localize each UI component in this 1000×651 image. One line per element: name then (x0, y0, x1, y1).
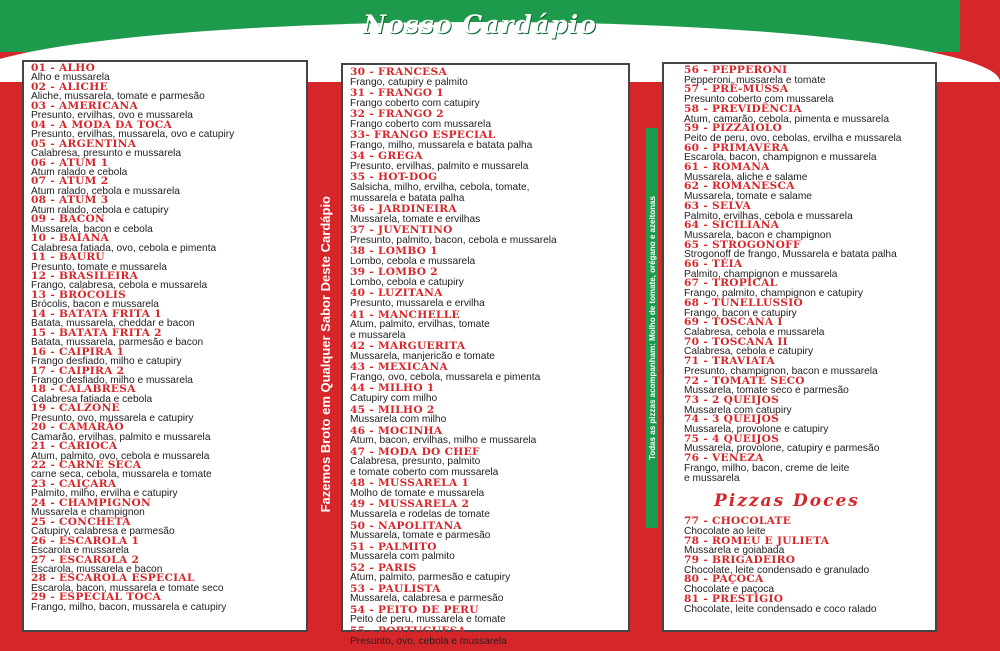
menu-item-name: 48 - MUSSARELA 1 (350, 477, 470, 490)
menu-item-name: 11 - BAURU (31, 251, 105, 264)
menu-item-name: 64 - SICILIANA (684, 219, 780, 232)
menu-item (350, 151, 622, 172)
menu-item (684, 517, 929, 536)
menu-item (31, 345, 300, 368)
menu-item (684, 592, 929, 615)
menu-item-name: 15 - BATATA FRITA 2 (31, 326, 162, 339)
menu-item-description: Strogonoff de frango, Mussarela e batata palha (684, 249, 897, 261)
menu-item-name: 49 - MUSSARELA 2 (350, 498, 470, 511)
menu-item-name: 40 - LUZITANA (350, 287, 443, 300)
menu-item-name: 74 - 3 QUEIJOS (684, 413, 780, 426)
menu-item-name: 57 - PRÉ-MUSSA (684, 83, 789, 96)
menu-item (350, 109, 622, 130)
menu-item-description: Mussarela, provolone e catupiry (684, 424, 829, 436)
menu-item-name: 17 - CAIPIRA 2 (31, 364, 125, 377)
menu-item-name: 32 - FRANGO 2 (350, 108, 444, 121)
broto-note-text: Fazemos Broto em Qualquer Sabor Deste Cardápio (317, 195, 333, 513)
menu-item (684, 575, 929, 594)
menu-item-name: 30 - FRANCESA (350, 66, 448, 78)
menu-item-name: 20 - CAMARÃO (31, 421, 124, 434)
menu-item-name: 52 - PARIS (350, 561, 417, 574)
menu-item-description: Aliche, mussarela, tomate e parmesão (31, 91, 205, 103)
menu-item-name: 12 - BRASILEIRA (31, 269, 139, 282)
menu-item-name: 41 - MANCHELLE (350, 308, 460, 321)
menu-item-name: 05 - ARGENTINA (31, 137, 137, 150)
menu-item-description: Frango, milho, mussarela e batata palha (350, 139, 533, 151)
menu-item-description: Lombo, cebola e catupiry (350, 276, 464, 288)
menu-item-description: Frango coberto com mussarela (350, 118, 491, 130)
menu-item (31, 80, 300, 103)
menu-item (350, 447, 622, 479)
menu-item (31, 99, 300, 122)
menu-item-description: Frango desfiado, milho e mussarela (31, 374, 193, 386)
menu-item-name: 46 - MOCINHA (350, 424, 443, 437)
menu-item (350, 405, 622, 426)
menu-item (684, 374, 929, 397)
sweet-pizzas-heading: Pizzas Doces (714, 491, 860, 512)
menu-item-name: 58 - PREVIDÊNCIA (684, 102, 802, 115)
menu-item-description: carne seca, cebola, mussarela e tomate (31, 469, 212, 481)
menu-item (350, 383, 622, 404)
menu-item-description: Mussarela, bacon e cebola (31, 223, 153, 235)
menu-item-name: 25 - CONCHETA (31, 515, 131, 528)
menu-item-name: 24 - CHAMPIGNON (31, 496, 151, 509)
menu-item-name: 09 - BACON (31, 213, 106, 226)
menu-item (684, 454, 929, 483)
menu-item-name: 01 - ALHO (31, 62, 96, 74)
menu-item-description: Chocolate, leite condensado e coco ralado (684, 603, 877, 615)
menu-item-description: Presunto, ovo, mussarela e catupiry (31, 412, 194, 424)
menu-item-description: Catupiry, calabresa e parmesão (31, 526, 175, 538)
menu-item-description: Mussarela, tomate e salame (684, 191, 812, 203)
menu-item-description: Mussarela com catupiry (684, 404, 792, 416)
menu-item-description: Palmito, champignon e mussarela (684, 268, 838, 280)
menu-item-description: Catupiry com milho (350, 392, 438, 404)
menu-item (684, 124, 929, 143)
menu-item-description: Presunto, tomate e mussarela (31, 261, 167, 273)
menu-item (350, 626, 622, 647)
menu-item-name: 42 - MARGUERITA (350, 340, 466, 353)
menu-item-description: Mussarela e champignon (31, 507, 145, 519)
menu-item-name: 44 - MILHO 1 (350, 382, 435, 395)
menu-item-description: Atum ralado, cebola e mussarela (31, 185, 180, 197)
menu-item-name: 77 - CHOCOLATE (684, 515, 792, 528)
menu-item-name: 55 - PORTUGUESA (350, 624, 467, 637)
menu-item (31, 593, 300, 612)
menu-item-description: Mussarela e rodelas de tomate (350, 508, 490, 520)
menu-item-description: Chocolate e paçoca (684, 584, 775, 596)
menu-item-description: Mussarela com palmito (350, 551, 455, 563)
menu-item-description: Chocolate, leite condensado e granulado (684, 564, 870, 576)
menu-item-name: 56 - PEPPERONI (684, 64, 788, 76)
menu-item (684, 279, 929, 298)
menu-item-name: 61 - ROMANA (684, 161, 770, 174)
menu-item-name: 21 - CARIOCA (31, 440, 118, 453)
page-title: Nosso Cardápio (363, 10, 597, 39)
menu-item-name: 45 - MILHO 2 (350, 403, 435, 416)
menu-item (684, 221, 929, 240)
menu-item (350, 426, 622, 447)
menu-item (350, 478, 622, 499)
menu-item-name: 47 - MODA DO CHEF (350, 445, 480, 458)
menu-item-description: Presunto, mussarela e ervilha (350, 298, 485, 310)
menu-item-name: 28 - ESCAROLA ESPECIAL (31, 572, 195, 585)
menu-item (350, 521, 622, 542)
menu-item-name: 67 - TROPICAL (684, 277, 778, 290)
menu-item (31, 288, 300, 311)
menu-item (31, 137, 300, 160)
menu-item-description: Escarola, bacon, champignon e mussarela (684, 152, 877, 164)
menu-item-description: Frango coberto com catupiry (350, 97, 480, 109)
menu-item-description: Atum ralado, cebola e catupiry (31, 204, 169, 216)
menu-item-name: 37 - JUVENTINO (350, 224, 453, 237)
menu-item-name: 27 - ESCAROLA 2 (31, 553, 140, 566)
menu-item-name: 76 - VENEZA (684, 452, 764, 465)
menu-item-description: Alho e mussarela (31, 72, 110, 84)
menu-item (350, 67, 622, 88)
menu-item (684, 357, 929, 376)
menu-item-description: Calabresa fatiada e cebola (31, 393, 153, 405)
menu-item-name: 18 - CALABRESA (31, 383, 136, 396)
menu-item-description: Presunto, champignon, bacon e mussarela (684, 365, 878, 377)
menu-item-description: Lombo, cebola e mussarela (350, 255, 476, 267)
menu-item-name: 75 - 4 QUEIJOS (684, 432, 780, 445)
menu-item-description: Mussarela, tomate e ervilhas (350, 213, 481, 225)
menu-item-description: Palmito, milho, ervilha e catupiry (31, 488, 178, 500)
menu-item-name: 78 - ROMEU E JULIETA (684, 534, 830, 547)
menu-item-name: 07 - ATUM 2 (31, 175, 109, 188)
menu-item-description: Atum, palmito, ervilhas, tomate e mussarela (350, 319, 490, 341)
menu-item (350, 246, 622, 267)
menu-item-name: 79 - BRIGADEIRO (684, 554, 796, 567)
menu-item-description: Salsicha, milho, ervilha, cebola, tomate, mussarela e batata palha (350, 182, 530, 204)
menu-item-name: 22 - CARNE SECA (31, 459, 142, 472)
menu-item-description: Batata, mussarela, parmesão e bacon (31, 337, 204, 349)
menu-item-description: Mussarela, manjericão e tomate (350, 350, 495, 362)
menu-item-description: Frango, calabresa, cebola e mussarela (31, 280, 208, 292)
menu-item-name: 43 - MEXICANA (350, 361, 448, 374)
menu-item-name: 65 - STROGONOFF (684, 238, 801, 251)
menu-item-description: Frango, ovo, cebola, mussarela e pimenta (350, 371, 541, 383)
menu-item (31, 496, 300, 519)
menu-item-name: 14 - BATATA FRITA 1 (31, 307, 162, 320)
menu-item-description: Chocolate ao leite (684, 525, 766, 537)
menu-item-description: Mussarela, calabresa e parmesão (350, 593, 504, 605)
menu-item (350, 172, 622, 204)
broto-note (310, 74, 340, 634)
menu-item-description: Palmito, ervilhas, cebola e mussarela (684, 210, 853, 222)
menu-item-name: 35 - HOT-DOG (350, 171, 438, 184)
menu-item-name: 36 - JARDINEIRA (350, 203, 457, 216)
menu-item-description: Brócolis, bacon e mussarela (31, 299, 159, 311)
menu-item (31, 534, 300, 557)
sweet-pizzas-list (684, 517, 929, 614)
menu-item-name: 51 - PALMITO (350, 540, 437, 553)
menu-item-name: 23 - CAIÇARA (31, 477, 117, 490)
menu-column-2 (341, 63, 630, 647)
menu-item-description: Molho de tomate e mussarela (350, 487, 485, 499)
menu-item-description: Escarola e mussarela (31, 545, 129, 557)
menu-item-name: 38 - LOMBO 1 (350, 245, 438, 258)
menu-item-name: 04 - A MODA DA TOCA (31, 118, 173, 131)
menu-item-description: Peito de peru, ovo, cebolas, ervilha e mussarela (684, 132, 902, 144)
menu-item-description: Presunto, ovo, cebola e mussarela (350, 635, 507, 647)
menu-item-description: Calabresa, presunto, palmito e tomate coberto com mussarela (350, 456, 499, 478)
menu-item-name: 50 - NAPOLITANA (350, 519, 462, 532)
menu-item-description: Frango, milho, bacon, mussarela e catupiry (31, 601, 227, 613)
menu-item-name: 10 - BAIANA (31, 232, 110, 245)
menu-item-name: 70 - TOSCANA II (684, 335, 788, 348)
menu-item (31, 477, 300, 500)
menu-item-description: Atum, palmito, parmesão e catupiry (350, 572, 511, 584)
menu-item-name: 69 - TOSCANA I (684, 316, 783, 329)
menu-item-description: Frango desfiado, milho e catupiry (31, 356, 182, 368)
menu-item-description: Atum ralado e cebola (31, 166, 128, 178)
menu-item-name: 71 - TRAVIATA (684, 355, 775, 368)
menu-item-description: Mussarela, aliche e salame (684, 171, 808, 183)
menu-item (350, 204, 622, 225)
menu-item-description: Atum, palmito, ovo, cebola e mussarela (31, 450, 210, 462)
menu-column-3 (662, 62, 937, 632)
menu-item (350, 584, 622, 605)
menu-item (31, 118, 300, 141)
menu-column-1 (22, 60, 308, 632)
menu-item (350, 499, 622, 520)
menu-item-description: Escarola, bacon, mussarela e tomate seco (31, 582, 224, 594)
menu-item-name: 63 - SELVA (684, 199, 752, 212)
menu-item-description: Calabresa fatiada, ovo, cebola e pimenta (31, 242, 217, 254)
menu-item-description: Pepperoni, mussarela e tomate (684, 74, 826, 86)
menu-item-name: 06 - ATUM 1 (31, 156, 109, 169)
menu-item-name: 53 - PAULISTA (350, 582, 441, 595)
menu-item-name: 19 - CALZONE (31, 402, 120, 415)
menu-item-name: 73 - 2 QUEIJOS (684, 393, 780, 406)
menu-item (350, 225, 622, 246)
menu-item-description: Frango, palmito, champignon e catupiry (684, 288, 863, 300)
included-toppings-note (646, 128, 658, 528)
menu-item-description: Mussarela, tomate e parmesão (350, 530, 491, 542)
menu-item (350, 310, 622, 342)
menu-item-description: Mussarela, tomate seco e parmesão (684, 385, 849, 397)
menu-item-name: 62 - ROMANESCA (684, 180, 795, 193)
menu-item (350, 341, 622, 362)
menu-item-name: 54 - PEITO DE PERU (350, 603, 479, 616)
menu-item (350, 542, 622, 563)
menu-item-name: 68 - TUNELLUSSIO (684, 296, 804, 309)
menu-item-name: 34 - GREGA (350, 150, 423, 163)
menu-item-name: 80 - PAÇOCA (684, 573, 764, 586)
menu-item-description: Mussarela e goiabada (684, 545, 785, 557)
menu-item (684, 318, 929, 337)
menu-item-name: 26 - ESCAROLA 1 (31, 534, 140, 547)
menu-item-description: Calabresa, cebola e mussarela (684, 326, 825, 338)
menu-item-description: Atum, bacon, ervilhas, milho e mussarela (350, 435, 537, 447)
menu-item-description: Escarola, mussarela e bacon (31, 564, 163, 576)
menu-item-description: Peito de peru, mussarela e tomate (350, 614, 506, 626)
menu-item (350, 88, 622, 109)
menu-item-name: 02 - ALICHE (31, 80, 108, 93)
menu-item-name: 60 - PRIMAVERA (684, 141, 789, 154)
menu-item-name: 29 - ESPECIAL TOCA (31, 591, 162, 604)
menu-item-name: 16 - CAIPIRA 1 (31, 345, 125, 358)
menu-item-name: 39 - LOMBO 2 (350, 266, 438, 279)
menu-item-description: Presunto, ervilhas, mussarela, ovo e catupiry (31, 129, 235, 141)
menu-item-description: Presunto, ervilhas, ovo e mussarela (31, 110, 193, 122)
menu-item (350, 605, 622, 626)
menu-item-description: Frango, catupiry e palmito (350, 76, 468, 88)
menu-item-description: Atum, camarão, cebola, pimenta e mussarela (684, 113, 889, 125)
menu-item-name: 81 - PRESTÍGIO (684, 592, 784, 605)
menu-item-description: Frango, milho, bacon, creme de leite e mussarela (684, 462, 850, 484)
menu-item-description: Calabresa, cebola e catupiry (684, 346, 814, 358)
menu-item (31, 515, 300, 538)
menu-item-name: 31 - FRANGO 1 (350, 87, 444, 100)
included-toppings-text: Todas as pizzas acompanham: Molho de tomate, orégano e azeitonas (647, 196, 657, 460)
menu-item-name: 33- FRANGO ESPECIAL (350, 129, 496, 142)
menu-item-name: 59 - PIZZAIOLO (684, 122, 783, 135)
menu-item-name: 03 - AMERICANA (31, 99, 139, 112)
menu-item (31, 307, 300, 330)
menu-item (350, 362, 622, 383)
menu-item (684, 182, 929, 201)
menu-item (31, 326, 300, 349)
menu-item (350, 267, 622, 288)
menu-item-description: Mussarela, bacon e champignon (684, 229, 832, 241)
menu-item (350, 130, 622, 151)
menu-item-name: 08 - ATUM 3 (31, 194, 109, 207)
menu-item-description: Calabresa, presunto e mussarela (31, 148, 182, 160)
menu-item-name: 66 - TÉIA (684, 258, 743, 271)
menu-item-description: Frango, bacon e catupiry (684, 307, 797, 319)
menu-item-description: Mussarela com milho (350, 414, 447, 426)
menu-item-name: 72 - TOMATE SECO (684, 374, 805, 387)
menu-item-description: Camarão, ervilhas, palmito e mussarela (31, 431, 211, 443)
menu-item-name: 13 - BRÓCOLIS (31, 288, 127, 301)
menu-item-description: Mussarela, provolone, catupiry e parmesão (684, 443, 880, 455)
menu-item (350, 563, 622, 584)
menu-item-description: Batata, mussarela, cheddar e bacon (31, 318, 195, 330)
menu-item-description: Presunto, palmito, bacon, cebola e mussarela (350, 234, 557, 246)
savory-pizzas-list (684, 66, 929, 483)
menu-item-description: Presunto, ervilhas, palmito e mussarela (350, 160, 529, 172)
menu-item-description: Presunto coberto com mussarela (684, 94, 834, 106)
menu-item (350, 288, 622, 309)
menu-item (684, 85, 929, 104)
menu-item (684, 415, 929, 434)
